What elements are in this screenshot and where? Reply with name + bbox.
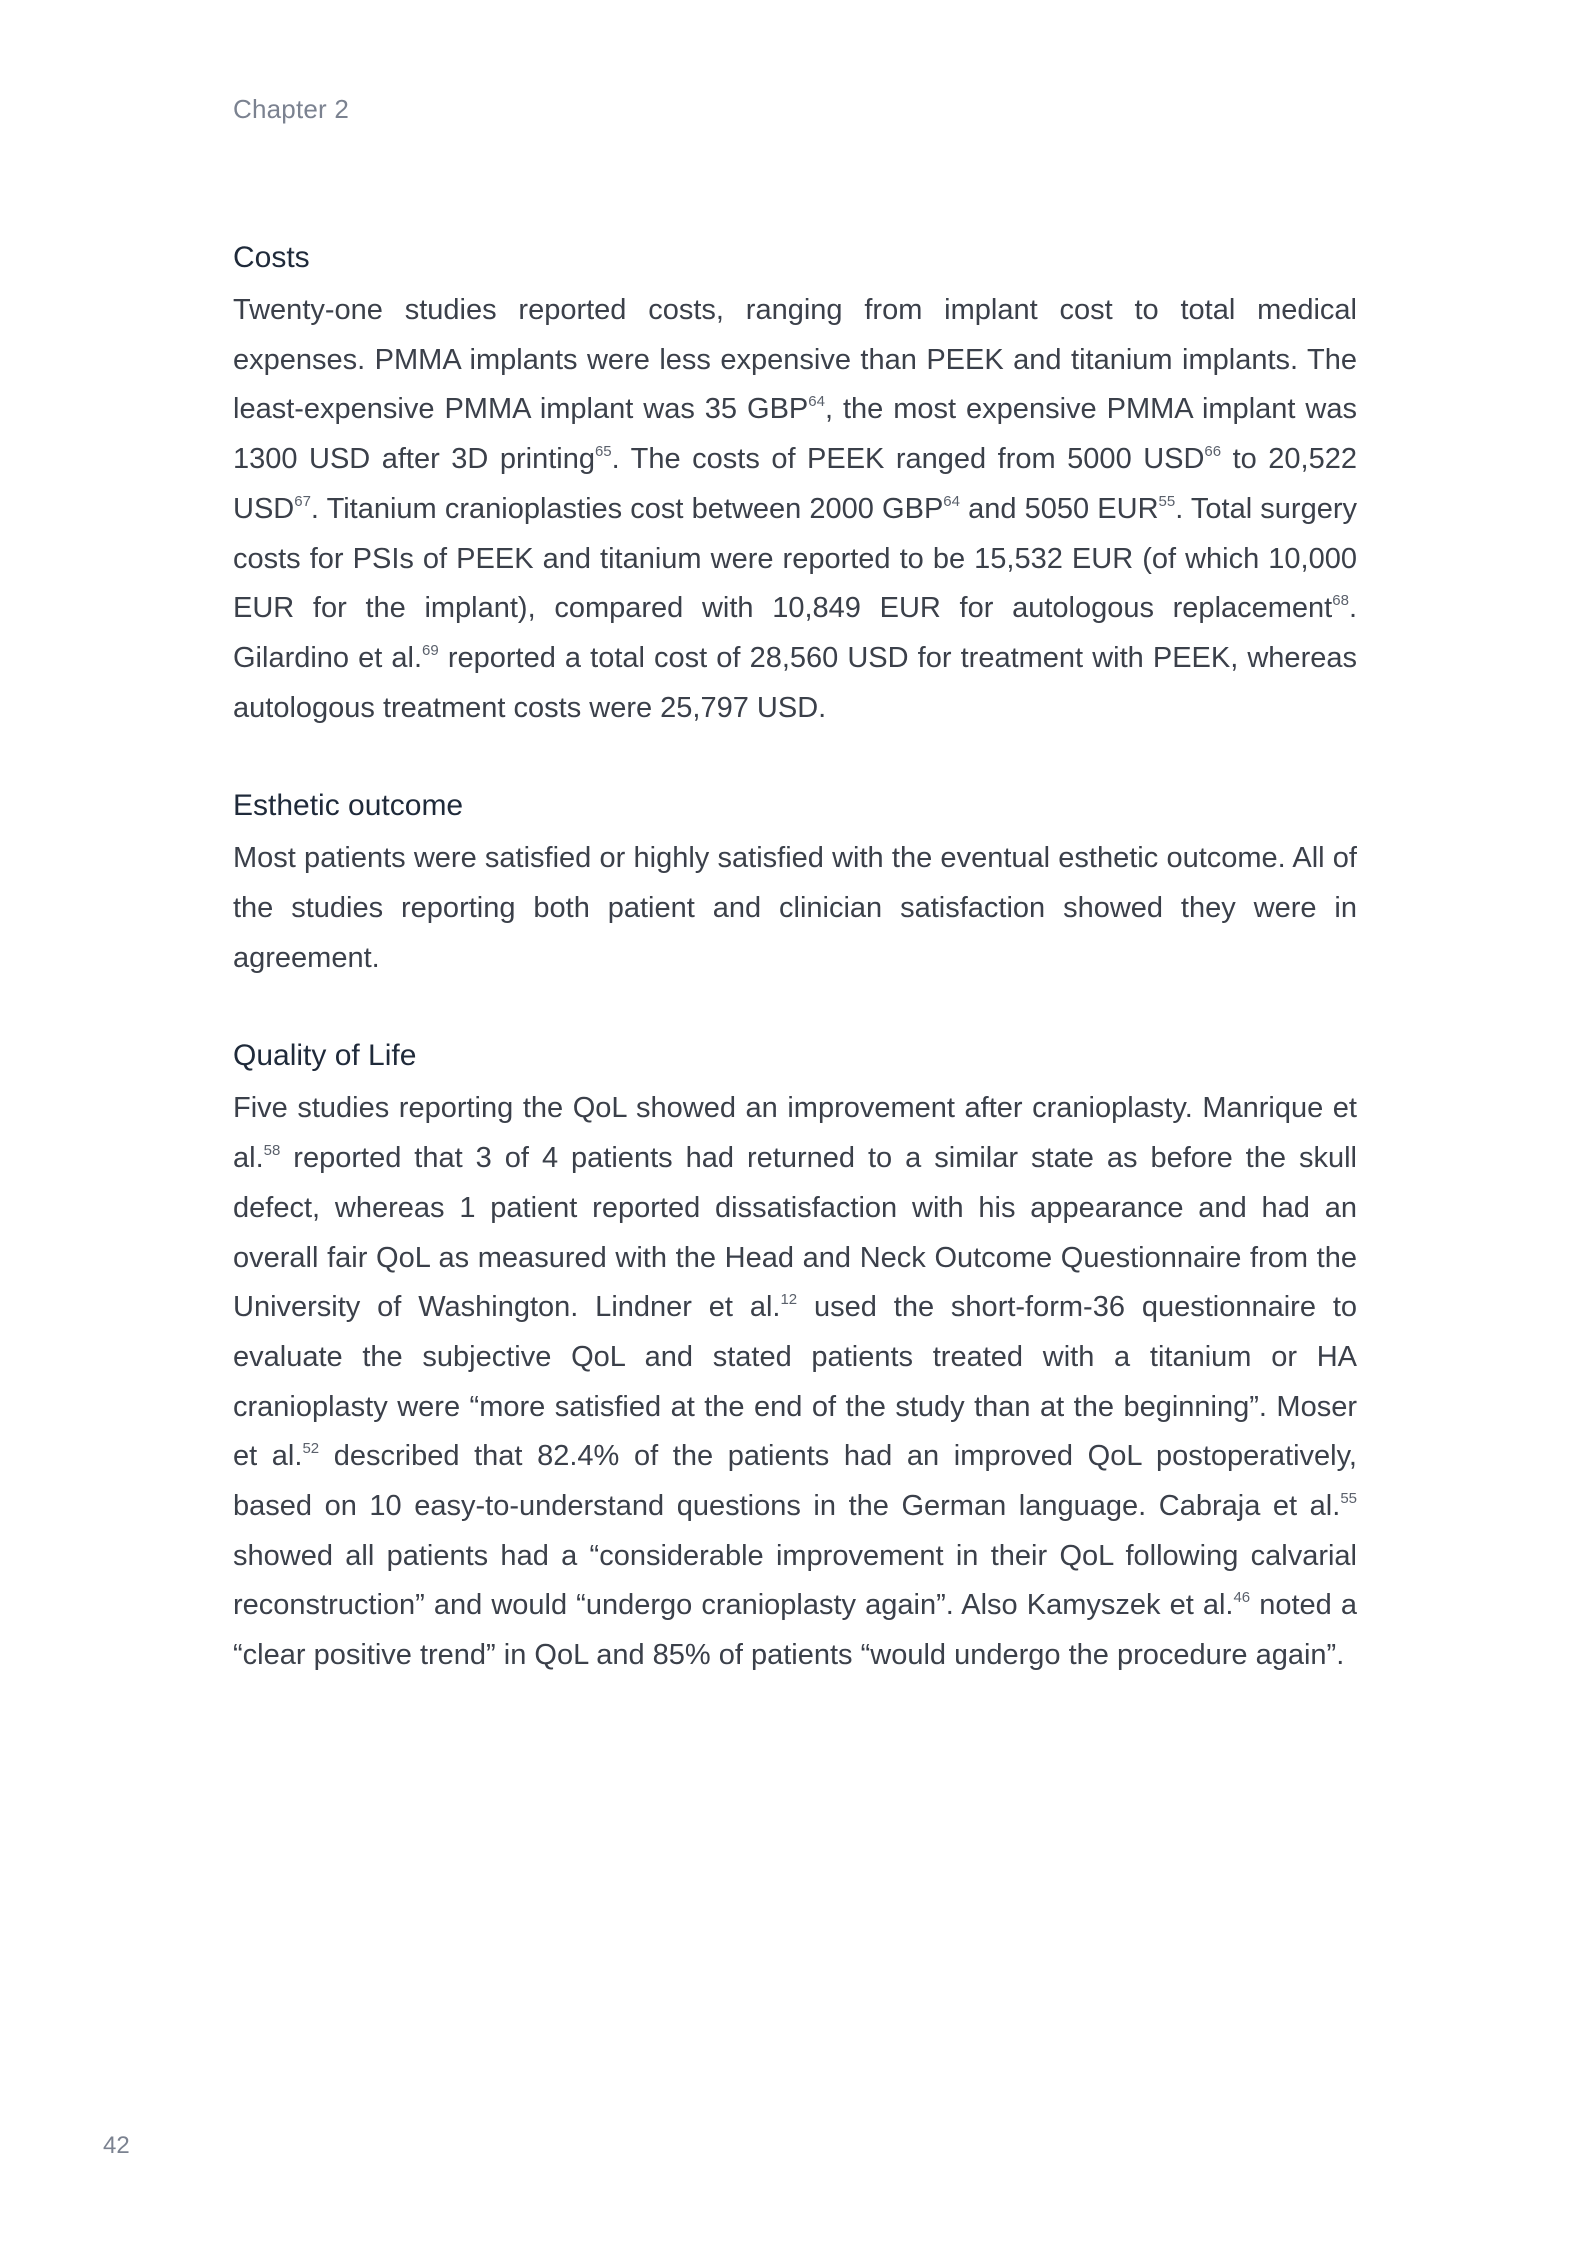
text-run: and 5050 EUR bbox=[959, 492, 1159, 525]
text-run: Twenty-one studies reported costs, ranging from implant cost to total medical expenses. PMMA implants were less expensive than PEEK and titanium implants. The least-expensive PMMA implant was 35 GBP bbox=[233, 294, 1357, 426]
citation-marker: 46 bbox=[1233, 1589, 1251, 1607]
text-run: used the short-form-36 questionnaire to evaluate the subjective QoL and stated patients treated with a titanium or HA cranioplasty were “more satisfied at the end of the study than at the beginning”. Moser et al. bbox=[233, 1291, 1358, 1473]
text-run: showed all patients had a “considerable improvement in their QoL following calvarial reconstruction” and would “undergo cranioplasty again”. Also Kamyszek et al. bbox=[233, 1539, 1357, 1622]
text-run: reported that 3 of 4 patients had returned to a similar state as before the skull defect, whereas 1 patient reported dissatisfaction with his appearance and had an overall fair QoL as measured with the Head and Neck Outcome Questionnaire from the University of Washington. Lindner et al. bbox=[233, 1142, 1357, 1324]
citation-marker: 55 bbox=[1158, 492, 1176, 510]
citation-marker: 58 bbox=[263, 1142, 281, 1160]
text-run: . Total surgery costs for PSIs of PEEK and titanium were reported to be 15,532 EUR (of which 10,000 EUR for the implant), compared with 10,849 EUR for autologous replacement bbox=[233, 492, 1357, 625]
section-heading: Costs bbox=[233, 241, 310, 274]
section-paragraph bbox=[233, 1084, 1357, 1680]
citation-marker: 66 bbox=[1204, 443, 1222, 461]
text-run: , the most expensive PMMA implant was 1300 USD after 3D printing bbox=[233, 393, 1357, 476]
section-heading: Quality of Life bbox=[233, 1039, 417, 1073]
running-header: Chapter 2 bbox=[233, 94, 349, 124]
section-quality-of-life bbox=[233, 1034, 1357, 1680]
text-run: noted a “clear positive trend” in QoL and 85% of patients “would undergo the procedure again”. bbox=[233, 1589, 1357, 1672]
text-run: described that 82.4% of the patients had an improved QoL postoperatively, based on 10 easy-to-understand questions in the German language. Cabraja et al. bbox=[233, 1440, 1357, 1523]
text-run: Most patients were satisfied or highly satisfied with the eventual esthetic outcome. All of the studies reporting both patient and clinician satisfaction showed they were in agreement. bbox=[233, 842, 1357, 974]
citation-marker: 55 bbox=[1340, 1490, 1357, 1508]
text-run: . Titanium cranioplasties cost between 2000 GBP bbox=[310, 492, 944, 525]
page-number: 42 bbox=[103, 2132, 130, 2159]
text-run: . Gilardino et al. bbox=[233, 592, 1357, 674]
citation-marker: 65 bbox=[594, 443, 612, 461]
section-esthetic-outcome bbox=[233, 784, 1357, 983]
citation-marker: 64 bbox=[808, 393, 825, 411]
section-paragraph bbox=[233, 286, 1357, 733]
text-run: reported a total cost of 28,560 USD for treatment with PEEK, whereas autologous treatment costs were 25,797 USD. bbox=[233, 641, 1357, 724]
section-costs bbox=[233, 236, 1357, 733]
citation-marker: 52 bbox=[302, 1440, 320, 1458]
text-run: . The costs of PEEK ranged from 5000 USD bbox=[611, 443, 1205, 476]
text-run: to 20,522 USD bbox=[233, 443, 1357, 525]
citation-marker: 12 bbox=[780, 1291, 798, 1309]
citation-marker: 64 bbox=[943, 492, 960, 510]
text-run: Five studies reporting the QoL showed an improvement after cranioplasty. Manrique et al. bbox=[233, 1092, 1357, 1175]
citation-marker: 68 bbox=[1332, 592, 1349, 610]
citation-marker: 67 bbox=[294, 492, 311, 510]
section-paragraph bbox=[233, 834, 1357, 983]
page-body bbox=[233, 236, 1357, 1732]
citation-marker: 69 bbox=[422, 641, 439, 659]
section-heading: Esthetic outcome bbox=[233, 789, 464, 823]
